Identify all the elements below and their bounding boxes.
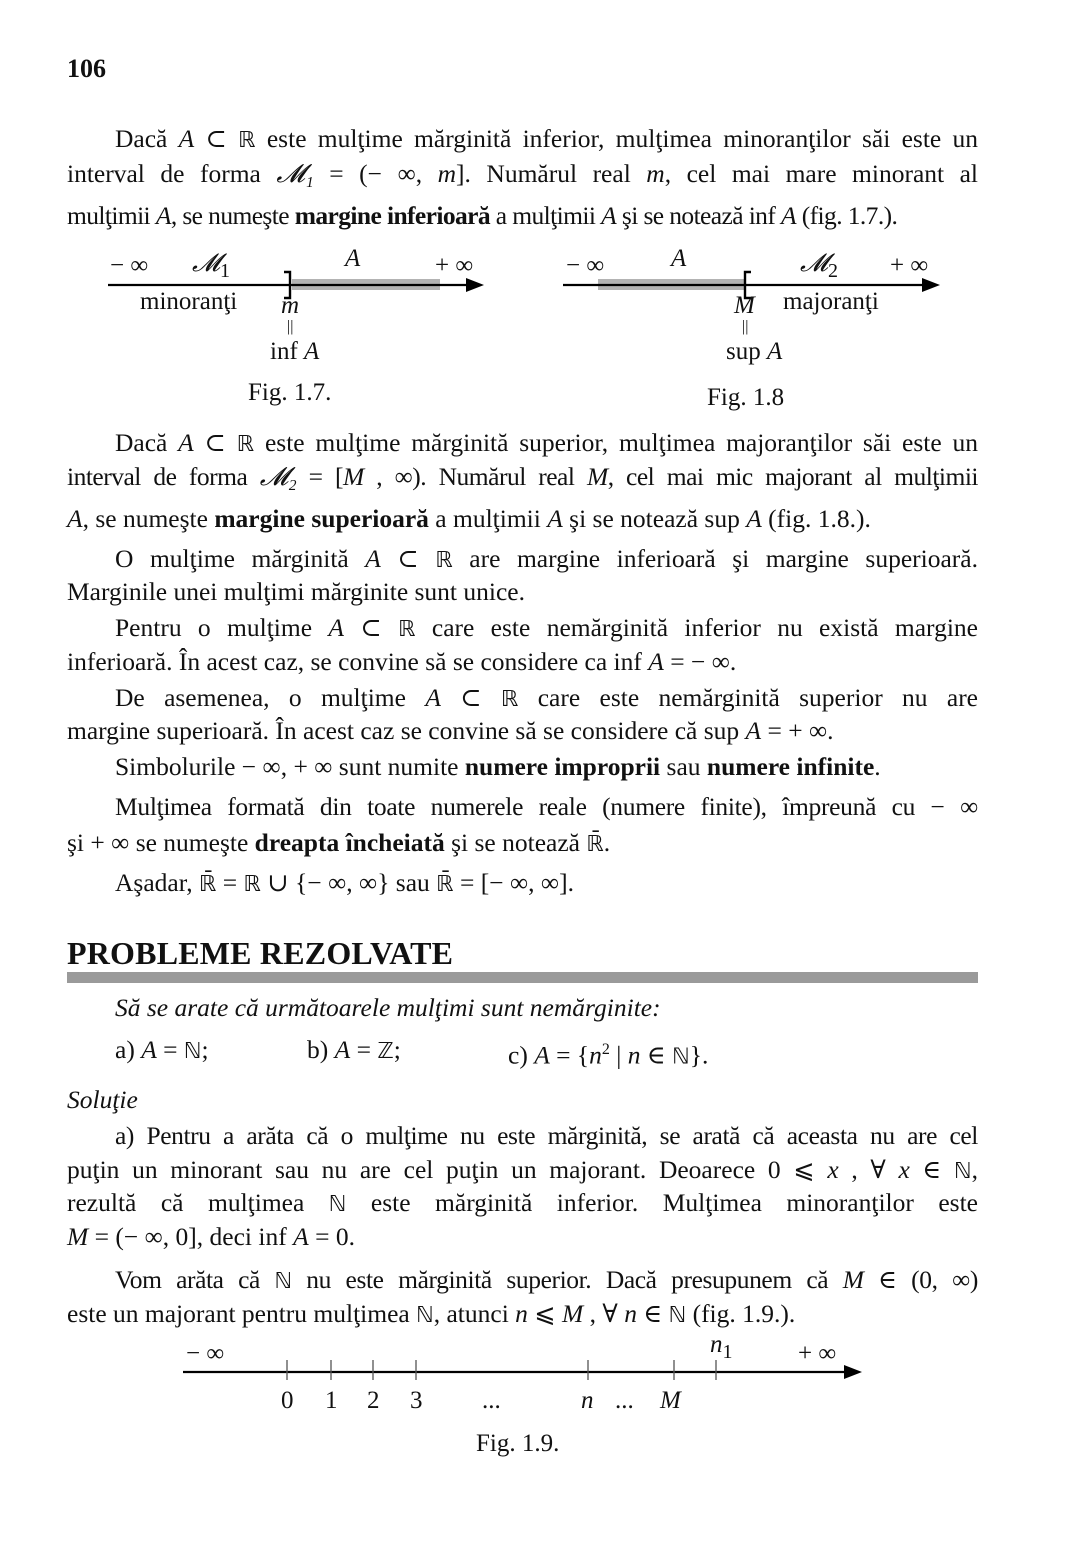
solution-label: Soluţie — [67, 1085, 138, 1114]
equals-mark: || — [742, 318, 749, 335]
paragraph-bounded-line2: Marginile unei mulţimi mărginite sunt unice. — [67, 577, 525, 606]
tick-label-ellipsis: ... — [615, 1387, 634, 1414]
section-heading: PROBLEME REZOLVATE — [67, 935, 454, 971]
problem-statement: Să se arate că următoarele mulţimi sunt nemărginite: — [115, 993, 661, 1022]
tick-label-3: 3 — [410, 1387, 423, 1414]
set-m2-label: 𝓜$_2$ — [800, 250, 839, 282]
page-number: 106 — [67, 54, 106, 83]
solution-a-line1: a) Pentru a arăta că o mulţime nu este mărginită, se arată că aceasta nu are cel — [115, 1121, 978, 1150]
solution-a2-line2: este un majorant pentru mulţimea ℕ, atunci n ⩽ M , ∀ n ∈ ℕ (fig. 1.9.). — [67, 1299, 796, 1328]
minus-infinity-label: − ∞ — [110, 252, 149, 279]
figure-caption: Fig. 1.7. — [248, 379, 332, 406]
paragraph-inf-line3: mulţimii A, se numeşte margine inferioară a mulţimii A şi se notează inf A (fig. 1.7.). — [67, 201, 898, 230]
paragraph-improper-numbers: Simbolurile − ∞, + ∞ sunt numite numere improprii sau numere infinite. — [115, 752, 881, 781]
paragraph-sup-line1: Dacă A ⊂ ℝ este mulţime mărginită superior, mulţimea majoranţilor săi este un — [115, 428, 978, 457]
paragraph-bounded-line1: O mulţime mărginită A ⊂ ℝ are margine inferioară şi margine superioară. — [115, 544, 978, 573]
paragraph-inf-line1: Dacă A ⊂ ℝ este mulţime mărginită inferior, mulţimea minoranţilor săi este un — [115, 124, 979, 153]
tick-label-n: n — [581, 1387, 594, 1414]
tick-label-2: 2 — [367, 1387, 380, 1414]
problem-item-b: b) A = ℤ; — [307, 1035, 401, 1064]
problem-item-c: c) $A = \{n^2$ | n ∈ ℕ}. — [508, 1040, 709, 1070]
figure-caption: Fig. 1.9. — [476, 1430, 560, 1457]
sup-a-label: sup A — [726, 338, 783, 365]
set-m1-label: 𝓜$_1$ — [192, 250, 231, 282]
paragraph-therefore: Aşadar, ℝ̄ = ℝ ∪ {− ∞, ∞} sau ℝ̄ = [− ∞, ∞]. — [115, 868, 574, 897]
majoranti-label: majoranţi — [783, 288, 879, 315]
paragraph-extended-line2: şi + ∞ se numeşte dreapta încheiată şi se notează ℝ̄. — [67, 828, 611, 857]
paragraph-sup-line2: interval de forma 𝓜₂ = [M , ∞). Numărul real M, cel mai mic majorant al mulţimii — [67, 462, 978, 491]
n1-label: $n_1$ — [710, 1331, 733, 1363]
plus-infinity-label: + ∞ — [435, 252, 474, 279]
paragraph-unbounded-inf-line1: Pentru o mulţime A ⊂ ℝ care este nemărginită inferior nu există margine — [115, 613, 978, 642]
minoranti-label: minoranţi — [140, 288, 238, 315]
point-M-label: M — [734, 292, 755, 319]
tick-label-ellipsis: ... — [482, 1387, 501, 1414]
equals-mark: || — [287, 318, 294, 335]
plus-infinity-label: + ∞ — [798, 1340, 837, 1367]
point-m-label: m — [281, 292, 300, 319]
set-a-label: A — [345, 245, 361, 272]
paragraph-unbounded-sup-line1: De asemenea, o mulţime A ⊂ ℝ care este nemărginită superior nu are — [115, 683, 979, 712]
inf-a-label: inf A — [270, 338, 320, 365]
figure-caption: Fig. 1.8 — [707, 384, 785, 411]
plus-infinity-label: + ∞ — [890, 252, 929, 279]
problem-item-a: a) A = ℕ; — [115, 1035, 209, 1064]
paragraph-extended-line1: Mulţimea formată din toate numerele reale (numere finite), împreună cu − ∞ — [115, 792, 978, 821]
tick-label-0: 0 — [281, 1387, 294, 1414]
minus-infinity-label: − ∞ — [186, 1340, 225, 1367]
paragraph-sup-line3: A, se numeşte margine superioară a mulţimii A şi se notează sup A (fig. 1.8.). — [67, 504, 871, 533]
set-a-label: A — [671, 245, 687, 272]
tick-label-1: 1 — [325, 1387, 338, 1414]
tick-label-M: M — [660, 1387, 681, 1414]
paragraph-inf-line2: interval de forma 𝓜₁ = (− ∞, m]. Numărul real m, cel mai mare minorant al — [67, 159, 979, 188]
solution-a-line2: puţin un minorant sau nu are cel puţin un majorant. Deoarece 0 ⩽ x , ∀ x ∈ ℕ, — [67, 1155, 978, 1184]
solution-a-line3: rezultă că mulţimea ℕ este mărginită inferior. Mulţimea minoranţilor este — [67, 1188, 978, 1217]
paragraph-unbounded-inf-line2: inferioară. În acest caz, se convine să se considere ca inf A = − ∞. — [67, 647, 737, 676]
solution-a2-line1: Vom arăta că ℕ nu este mărginită superior. Dacă presupunem că M ∈ (0, ∞) — [115, 1265, 978, 1294]
paragraph-unbounded-sup-line2: margine superioară. În acest caz se convine să se considere că sup A = + ∞. — [67, 716, 834, 745]
solution-a-line4: M = (− ∞, 0], deci inf A = 0. — [67, 1222, 355, 1251]
minus-infinity-label: − ∞ — [566, 252, 605, 279]
